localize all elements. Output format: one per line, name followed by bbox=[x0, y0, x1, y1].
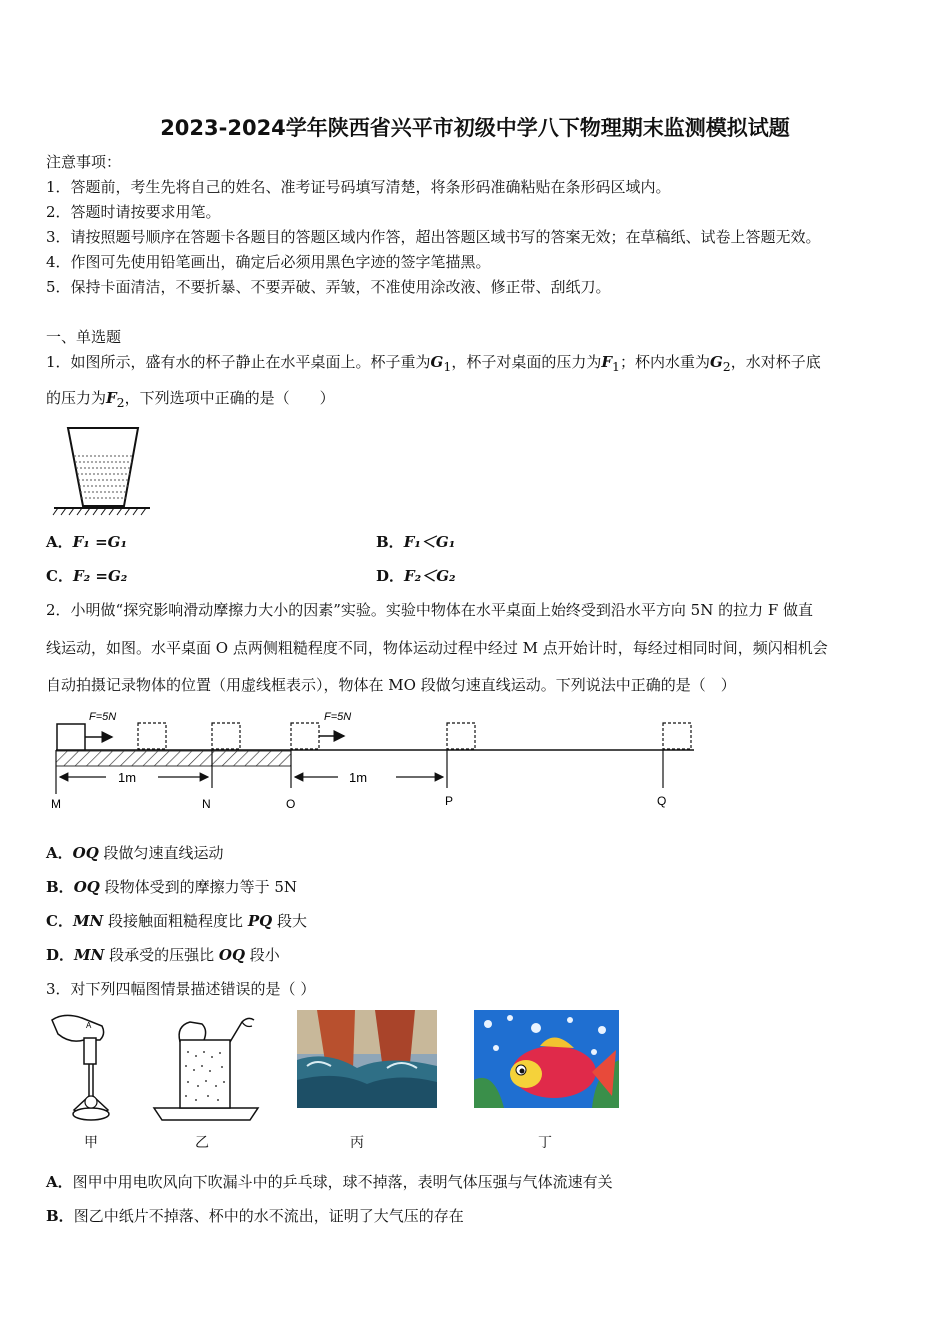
notice-item: 5．保持卡面清洁，不要折暴、不要弄破、弄皱，不准使用涂改液、修正带、刮纸刀。 bbox=[46, 278, 611, 296]
q1-option-b: B．F₁＜G₁ bbox=[376, 533, 456, 551]
distance-label: 1m bbox=[349, 770, 368, 785]
notice-item: 2．答题时请按要求用笔。 bbox=[46, 203, 221, 221]
svg-text:A: A bbox=[86, 1021, 92, 1030]
distance-label: 1m bbox=[118, 770, 137, 785]
q2-option-b: B．OQ 段物体受到的摩擦力等于 5N bbox=[46, 878, 298, 896]
q1-stem-line1: 1．如图所示，盛有水的杯子静止在水平桌面上。杯子重为$G_1$，杯子对桌面的压力为$F_1$；杯内水重为$G_2$，水对杯子底 bbox=[46, 353, 821, 374]
q2-stem-line2: 线运动，如图。水平桌面 O 点两侧粗糙程度不同，物体运动过程中经过 M 点开始计时，每经过相同时间，频闪相机会 bbox=[46, 639, 828, 657]
q1-stem-line2: 的压力为$F_2$，下列选项中正确的是（ ） bbox=[46, 389, 335, 410]
page-title: 2023-2024学年陕西省兴平市初级中学八下物理期末监测模拟试题 bbox=[160, 116, 790, 140]
q3-option-b: B．图乙中纸片不掉落、杯中的水不流出，证明了大气压的存在 bbox=[46, 1207, 464, 1225]
q2-option-c: C．MN 段接触面粗糙程度比 PQ 段大 bbox=[46, 912, 307, 930]
point-label-q: Q bbox=[657, 794, 667, 808]
q2-stem-line1: 2．小明做“探究影响滑动摩擦力大小的因素”实验。实验中物体在水平桌面上始终受到沿水平方向 5N 的拉力 F 做直 bbox=[46, 601, 814, 619]
force-label: F=5N bbox=[89, 711, 117, 723]
figure-jia bbox=[44, 1010, 124, 1126]
q2-option-a: A．OQ 段做匀速直线运动 bbox=[46, 844, 224, 862]
caption-jia: 甲 bbox=[84, 1135, 98, 1151]
q1-option-d: D．F₂＜G₂ bbox=[376, 567, 456, 585]
figure-bing bbox=[297, 1010, 437, 1108]
point-label-p: P bbox=[445, 794, 454, 808]
caption-yi: 乙 bbox=[195, 1135, 209, 1151]
figure-ding bbox=[474, 1010, 619, 1108]
q2-option-d: D．MN 段承受的压强比 OQ 段小 bbox=[46, 946, 280, 964]
caption-ding: 丁 bbox=[538, 1135, 552, 1151]
q2-stem-line3: 自动拍摄记录物体的位置（用虚线框表示），物体在 MO 段做匀速直线运动。下列说法中正确的是（ ） bbox=[46, 676, 736, 694]
notice-heading: 注意事项： bbox=[46, 153, 122, 171]
caption-bing: 丙 bbox=[350, 1135, 364, 1151]
point-label-m: M bbox=[51, 797, 61, 811]
figure-yi bbox=[150, 1012, 262, 1124]
notice-item: 4．作图可先使用铅笔画出，确定后必须用黑色字迹的签字笔描黑。 bbox=[46, 253, 491, 271]
point-label-n: N bbox=[202, 797, 211, 811]
q3-option-a: A．图甲中用电吹风向下吹漏斗中的乒乓球，球不掉落，表明气体压强与气体流速有关 bbox=[46, 1173, 613, 1191]
point-label-o: O bbox=[286, 797, 296, 811]
block-solid bbox=[57, 724, 85, 750]
cup-figure bbox=[50, 422, 155, 518]
force-label: F=5N bbox=[324, 711, 352, 723]
section-heading: 一、单选题 bbox=[46, 328, 122, 346]
notice-item: 3．请按照题号顺序在答题卡各题目的答题区域内作答，超出答题区域书写的答案无效；在草稿纸、试卷上答题无效。 bbox=[46, 228, 821, 246]
q1-option-a: A．F₁ =G₁ bbox=[46, 533, 128, 551]
q1-option-c: C．F₂ =G₂ bbox=[46, 567, 128, 585]
notice-item: 1．答题前，考生先将自己的姓名、准考证号码填写清楚，将条形码准确粘贴在条形码区域内。 bbox=[46, 178, 671, 196]
q3-stem: 3．对下列四幅图情景描述错误的是（ ） bbox=[46, 980, 316, 998]
friction-diagram bbox=[46, 704, 706, 816]
